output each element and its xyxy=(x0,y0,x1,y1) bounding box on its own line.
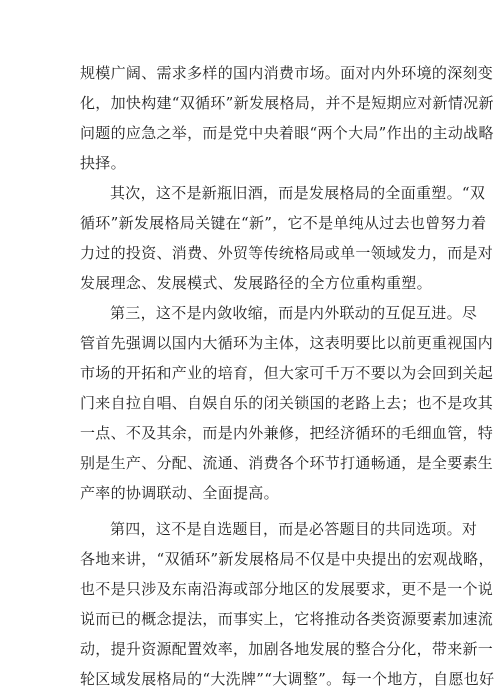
text-line: 其次，这不是新瓶旧酒，而是发展格局的全面重塑。“双 xyxy=(110,184,486,202)
text-line: 说而已的概念提法，而事实上，它将推动各类资源要素加速流 xyxy=(80,610,494,628)
text-line: 力过的投资、消费、外贸等传统格局或单一领域发力，而是对 xyxy=(80,244,494,262)
text-line: 问题的应急之举，而是党中央着眼“两个大局”作出的主动战略 xyxy=(80,124,494,142)
text-line: 第四，这不是自选题目，而是必答题目的共同选项。对 xyxy=(110,520,478,538)
text-line: 规模广阔、需求多样的国内消费市场。面对内外环境的深刻变 xyxy=(80,64,494,82)
text-line: 别是生产、分配、流通、消费各个环节打通畅通，是全要素生 xyxy=(80,454,494,472)
text-line: 化，加快构建“双循环”新发展格局，并不是短期应对新情况新 xyxy=(80,94,494,112)
text-line: 第三，这不是内敛收缩，而是内外联动的互促互进。尽 xyxy=(110,304,478,322)
text-line: 动，提升资源配置效率，加剧各地发展的整合分化，带来新一 xyxy=(80,640,494,658)
text-line: 门来自拉自唱、自娱自乐的闭关锁国的老路上去；也不是攻其 xyxy=(80,394,494,412)
text-line: 抉择。 xyxy=(80,154,126,172)
text-line: 也不是只涉及东南沿海或部分地区的发展要求，更不是一个说 xyxy=(80,580,494,598)
text-line: 一点、不及其余，而是内外兼修，把经济循环的毛细血管，特 xyxy=(80,424,494,442)
paragraph-4 xyxy=(80,514,495,694)
text-line: 发展理念、发展模式、发展路径的全方位重构重塑。 xyxy=(80,274,432,292)
paragraph-1 xyxy=(80,58,494,178)
text-line: 市场的开拓和产业的培育，但大家可千万不要以为会回到关起 xyxy=(80,364,494,382)
text-line: 产率的协调联动、全面提高。 xyxy=(80,484,279,502)
paragraph-3 xyxy=(80,298,494,508)
text-line: 循环”新发展格局关键在“新”，它不是单纯从过去也曾努力着 xyxy=(80,214,487,232)
text-line: 各地来讲，“双循环”新发展格局不仅是中央提出的宏观战略， xyxy=(80,550,494,568)
text-line: 管首先强调以国内大循环为主体，这表明要比以前更重视国内 xyxy=(80,334,494,352)
text-line: 轮区域发展格局的“大洗牌”“大调整”。每一个地方，自愿也好 xyxy=(80,670,495,688)
paragraph-2 xyxy=(80,178,494,298)
